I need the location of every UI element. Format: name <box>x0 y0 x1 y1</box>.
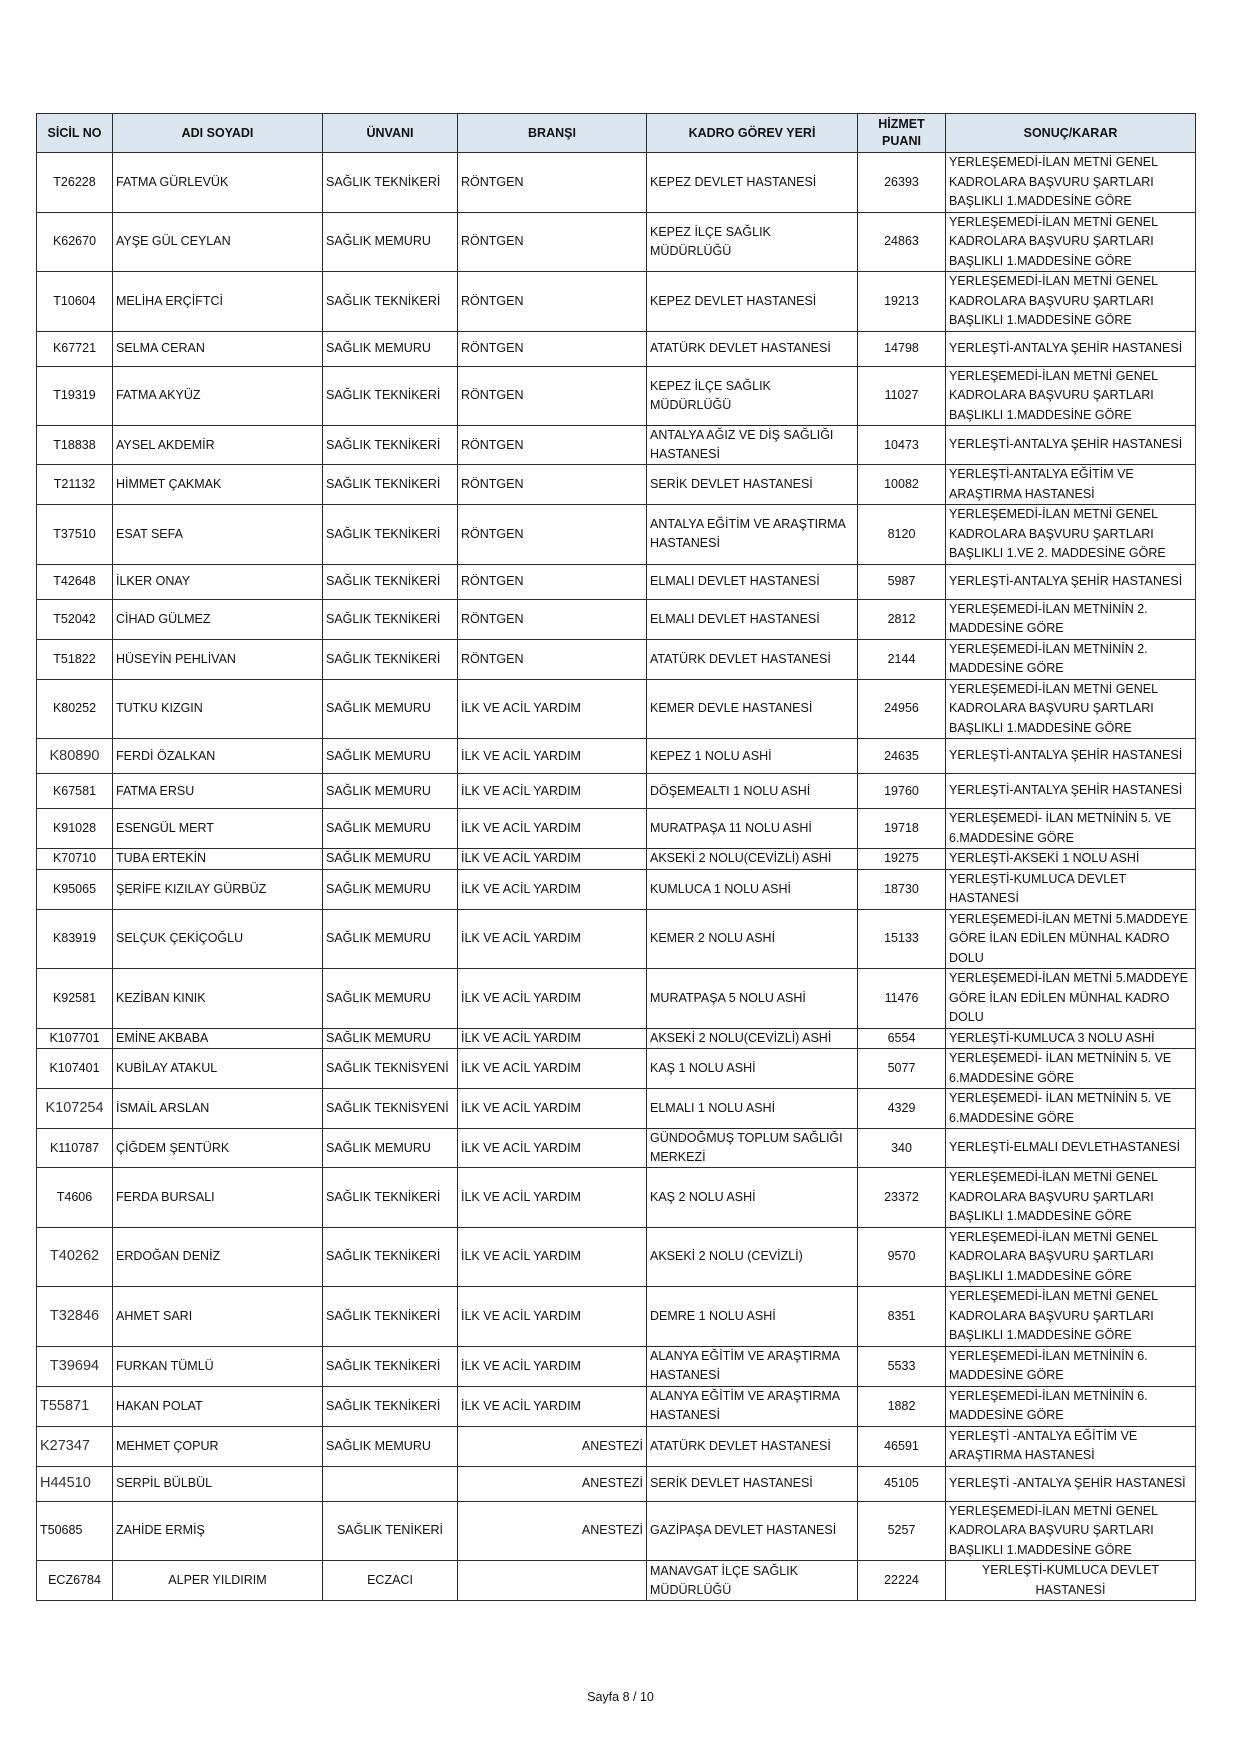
sicil-cell: K27347 <box>37 1426 113 1466</box>
name-cell: İLKER ONAY <box>113 564 323 599</box>
result-cell: YERLEŞEMEDİ-İLAN METNİNİN 6. MADDESİNE GÖRE <box>946 1386 1196 1426</box>
branch-cell: İLK VE ACİL YARDIM <box>458 739 647 774</box>
name-cell: ERDOĞAN DENİZ <box>113 1227 323 1287</box>
sicil-cell: K80890 <box>37 739 113 774</box>
result-cell: YERLEŞTİ-ELMALI DEVLETHASTANESİ <box>946 1129 1196 1168</box>
table-row <box>37 153 1196 213</box>
branch-cell: RÖNTGEN <box>458 366 647 426</box>
workplace-cell: AKSEKİ 2 NOLU (CEVİZLİ) <box>647 1227 858 1287</box>
service-score-cell: 5987 <box>858 564 946 599</box>
result-cell: YERLEŞEMEDİ-İLAN METNİ GENEL KADROLARA BAŞVURU ŞARTLARI BAŞLIKLI 1.MADDESİNE GÖRE <box>946 1287 1196 1347</box>
title-cell: SAĞLIK TEKNİKERİ <box>323 465 458 505</box>
result-cell: YERLEŞEMEDİ- İLAN METNİNİN 5. VE 6.MADDESİNE GÖRE <box>946 1049 1196 1089</box>
result-cell: YERLEŞEMEDİ-İLAN METNİ GENEL KADROLARA BAŞVURU ŞARTLARI BAŞLIKLI 1.MADDESİNE GÖRE <box>946 272 1196 332</box>
name-cell: FERDİ ÖZALKAN <box>113 739 323 774</box>
workplace-cell: ALANYA EĞİTİM VE ARAŞTIRMA HASTANESİ <box>647 1346 858 1386</box>
sicil-cell: T52042 <box>37 599 113 639</box>
sicil-cell: K70710 <box>37 849 113 870</box>
result-cell: YERLEŞTİ-AKSEKİ 1 NOLU ASHİ <box>946 849 1196 870</box>
sicil-cell: T32846 <box>37 1287 113 1347</box>
branch-cell: ANESTEZİ <box>458 1426 647 1466</box>
sicil-cell: T50685 <box>37 1501 113 1561</box>
service-score-cell: 5533 <box>858 1346 946 1386</box>
branch-cell: İLK VE ACİL YARDIM <box>458 774 647 809</box>
workplace-cell: MANAVGAT İLÇE SAĞLIK MÜDÜRLÜĞÜ <box>647 1561 858 1601</box>
service-score-cell: 2812 <box>858 599 946 639</box>
table-row <box>37 1466 1196 1501</box>
sicil-cell: T4606 <box>37 1168 113 1228</box>
title-cell: SAĞLIK MEMURU <box>323 331 458 366</box>
table-row <box>37 465 1196 505</box>
workplace-cell: ELMALI 1 NOLU ASHİ <box>647 1089 858 1129</box>
name-cell: ESAT SEFA <box>113 505 323 565</box>
title-cell: SAĞLIK TEKNİKERİ <box>323 639 458 679</box>
result-cell: YERLEŞTİ-ANTALYA ŞEHİR HASTANESİ <box>946 564 1196 599</box>
table-row <box>37 1089 1196 1129</box>
sicil-cell: T37510 <box>37 505 113 565</box>
title-cell: SAĞLIK TEKNİKERİ <box>323 1168 458 1228</box>
service-score-cell: 19760 <box>858 774 946 809</box>
table-row <box>37 1501 1196 1561</box>
result-cell: YERLEŞEMEDİ-İLAN METNİ GENEL KADROLARA BAŞVURU ŞARTLARI BAŞLIKLI 1.MADDESİNE GÖRE <box>946 1501 1196 1561</box>
workplace-cell: ATATÜRK DEVLET HASTANESİ <box>647 639 858 679</box>
result-cell: YERLEŞEMEDİ-İLAN METNİ GENEL KADROLARA BAŞVURU ŞARTLARI BAŞLIKLI 1.MADDESİNE GÖRE <box>946 153 1196 213</box>
workplace-cell: ELMALI DEVLET HASTANESİ <box>647 564 858 599</box>
service-score-cell: 24635 <box>858 739 946 774</box>
sicil-cell: K80252 <box>37 679 113 739</box>
header-sicil-no: SİCİL NO <box>37 114 113 153</box>
table-row <box>37 1386 1196 1426</box>
branch-cell: RÖNTGEN <box>458 153 647 213</box>
name-cell: MEHMET ÇOPUR <box>113 1426 323 1466</box>
name-cell: HÜSEYİN PEHLİVAN <box>113 639 323 679</box>
title-cell: SAĞLIK MEMURU <box>323 969 458 1029</box>
service-score-cell: 19718 <box>858 809 946 849</box>
table-row <box>37 564 1196 599</box>
workplace-cell: KUMLUCA 1 NOLU ASHİ <box>647 869 858 909</box>
workplace-cell: KAŞ 2 NOLU ASHİ <box>647 1168 858 1228</box>
branch-cell: ANESTEZİ <box>458 1501 647 1561</box>
title-cell: SAĞLIK TEKNİKERİ <box>323 1346 458 1386</box>
workplace-cell: ATATÜRK DEVLET HASTANESİ <box>647 1426 858 1466</box>
table-row <box>37 869 1196 909</box>
result-cell: YERLEŞEMEDİ-İLAN METNİ GENEL KADROLARA BAŞVURU ŞARTLARI BAŞLIKLI 1.MADDESİNE GÖRE <box>946 679 1196 739</box>
table-row <box>37 1227 1196 1287</box>
name-cell: HİMMET ÇAKMAK <box>113 465 323 505</box>
name-cell: KEZİBAN KINIK <box>113 969 323 1029</box>
table-row <box>37 639 1196 679</box>
branch-cell: İLK VE ACİL YARDIM <box>458 1227 647 1287</box>
branch-cell: ANESTEZİ <box>458 1466 647 1501</box>
service-score-cell: 24956 <box>858 679 946 739</box>
table-row <box>37 599 1196 639</box>
name-cell: AYŞE GÜL CEYLAN <box>113 212 323 272</box>
workplace-cell: KEPEZ 1 NOLU ASHİ <box>647 739 858 774</box>
name-cell: SELMA CERAN <box>113 331 323 366</box>
name-cell: EMİNE AKBABA <box>113 1028 323 1049</box>
result-cell: YERLEŞEMEDİ-İLAN METNİNİN 6. MADDESİNE GÖRE <box>946 1346 1196 1386</box>
workplace-cell: ANTALYA AĞIZ VE DİŞ SAĞLIĞI HASTANESİ <box>647 426 858 465</box>
name-cell: SELÇUK ÇEKİÇOĞLU <box>113 909 323 969</box>
workplace-cell: DEMRE 1 NOLU ASHİ <box>647 1287 858 1347</box>
table-body <box>37 153 1196 1601</box>
workplace-cell: GAZİPAŞA DEVLET HASTANESİ <box>647 1501 858 1561</box>
title-cell: SAĞLIK MEMURU <box>323 1426 458 1466</box>
service-score-cell: 18730 <box>858 869 946 909</box>
workplace-cell: ANTALYA EĞİTİM VE ARAŞTIRMA HASTANESİ <box>647 505 858 565</box>
result-cell: YERLEŞTİ-ANTALYA ŞEHİR HASTANESİ <box>946 774 1196 809</box>
table-row <box>37 1168 1196 1228</box>
page-number: Sayfa 8 / 10 <box>587 1690 654 1704</box>
name-cell: FURKAN TÜMLÜ <box>113 1346 323 1386</box>
sicil-cell: T19319 <box>37 366 113 426</box>
result-cell: YERLEŞEMEDİ-İLAN METNİNİN 2. MADDESİNE GÖRE <box>946 599 1196 639</box>
title-cell: SAĞLIK MEMURU <box>323 739 458 774</box>
sicil-cell: K107254 <box>37 1089 113 1129</box>
branch-cell: RÖNTGEN <box>458 564 647 599</box>
service-score-cell: 6554 <box>858 1028 946 1049</box>
title-cell: SAĞLIK MEMURU <box>323 809 458 849</box>
name-cell: ŞERİFE KIZILAY GÜRBÜZ <box>113 869 323 909</box>
service-score-cell: 23372 <box>858 1168 946 1228</box>
sicil-cell: T21132 <box>37 465 113 505</box>
branch-cell: İLK VE ACİL YARDIM <box>458 1028 647 1049</box>
header-unvani: ÜNVANI <box>323 114 458 153</box>
branch-cell: İLK VE ACİL YARDIM <box>458 1049 647 1089</box>
branch-cell: İLK VE ACİL YARDIM <box>458 1346 647 1386</box>
sicil-cell: T42648 <box>37 564 113 599</box>
title-cell: SAĞLIK MEMURU <box>323 774 458 809</box>
service-score-cell: 46591 <box>858 1426 946 1466</box>
result-cell: YERLEŞTİ -ANTALYA EĞİTİM VE ARAŞTIRMA HASTANESİ <box>946 1426 1196 1466</box>
table-row <box>37 1028 1196 1049</box>
name-cell: MELİHA ERÇİFTCİ <box>113 272 323 332</box>
table-row <box>37 809 1196 849</box>
workplace-cell: KEMER DEVLE HASTANESİ <box>647 679 858 739</box>
name-cell: ALPER YILDIRIM <box>113 1561 323 1601</box>
table-row <box>37 1561 1196 1601</box>
name-cell: FATMA AKYÜZ <box>113 366 323 426</box>
title-cell: SAĞLIK TEKNİKERİ <box>323 153 458 213</box>
result-cell: YERLEŞTİ-ANTALYA ŞEHİR HASTANESİ <box>946 426 1196 465</box>
table-row <box>37 849 1196 870</box>
table-row <box>37 1426 1196 1466</box>
result-cell: YERLEŞEMEDİ-İLAN METNİ GENEL KADROLARA BAŞVURU ŞARTLARI BAŞLIKLI 1.MADDESİNE GÖRE <box>946 366 1196 426</box>
sicil-cell: T26228 <box>37 153 113 213</box>
header-hizmet-puani: HİZMET PUANI <box>858 114 946 153</box>
table-row <box>37 272 1196 332</box>
branch-cell: RÖNTGEN <box>458 331 647 366</box>
table-row <box>37 212 1196 272</box>
service-score-cell: 15133 <box>858 909 946 969</box>
name-cell: HAKAN POLAT <box>113 1386 323 1426</box>
header-bransi: BRANŞI <box>458 114 647 153</box>
name-cell: İSMAİL ARSLAN <box>113 1089 323 1129</box>
sicil-cell: T10604 <box>37 272 113 332</box>
sicil-cell: K95065 <box>37 869 113 909</box>
header-adi-soyadi: ADI SOYADI <box>113 114 323 153</box>
branch-cell: RÖNTGEN <box>458 505 647 565</box>
result-cell: YERLEŞEMEDİ-İLAN METNİ GENEL KADROLARA BAŞVURU ŞARTLARI BAŞLIKLI 1.VE 2. MADDESİNE GÖRE <box>946 505 1196 565</box>
workplace-cell: DÖŞEMEALTI 1 NOLU ASHİ <box>647 774 858 809</box>
workplace-cell: KAŞ 1 NOLU ASHİ <box>647 1049 858 1089</box>
service-score-cell: 11476 <box>858 969 946 1029</box>
branch-cell: İLK VE ACİL YARDIM <box>458 969 647 1029</box>
title-cell: SAĞLIK TEKNİKERİ <box>323 599 458 639</box>
result-cell: YERLEŞEMEDİ- İLAN METNİNİN 5. VE 6.MADDESİNE GÖRE <box>946 809 1196 849</box>
workplace-cell: ALANYA EĞİTİM VE ARAŞTIRMA HASTANESİ <box>647 1386 858 1426</box>
workplace-cell: AKSEKİ 2 NOLU(CEVİZLİ) ASHİ <box>647 849 858 870</box>
service-score-cell: 19275 <box>858 849 946 870</box>
sicil-cell: T40262 <box>37 1227 113 1287</box>
table-row <box>37 1346 1196 1386</box>
result-cell: YERLEŞTİ-ANTALYA ŞEHİR HASTANESİ <box>946 739 1196 774</box>
table-row <box>37 426 1196 465</box>
workplace-cell: MURATPAŞA 11 NOLU ASHİ <box>647 809 858 849</box>
table-row <box>37 679 1196 739</box>
title-cell: SAĞLIK MEMURU <box>323 679 458 739</box>
branch-cell: RÖNTGEN <box>458 639 647 679</box>
table-row <box>37 366 1196 426</box>
workplace-cell: MURATPAŞA 5 NOLU ASHİ <box>647 969 858 1029</box>
title-cell: SAĞLIK TEKNİKERİ <box>323 564 458 599</box>
branch-cell: İLK VE ACİL YARDIM <box>458 1386 647 1426</box>
result-cell: YERLEŞTİ-ANTALYA ŞEHİR HASTANESİ <box>946 331 1196 366</box>
service-score-cell: 9570 <box>858 1227 946 1287</box>
title-cell: SAĞLIK TEKNİKERİ <box>323 1227 458 1287</box>
name-cell: KUBİLAY ATAKUL <box>113 1049 323 1089</box>
service-score-cell: 5257 <box>858 1501 946 1561</box>
result-cell: YERLEŞEMEDİ-İLAN METNİ GENEL KADROLARA BAŞVURU ŞARTLARI BAŞLIKLI 1.MADDESİNE GÖRE <box>946 212 1196 272</box>
result-cell: YERLEŞEMEDİ-İLAN METNİ 5.MADDEYE GÖRE İLAN EDİLEN MÜNHAL KADRO DOLU <box>946 909 1196 969</box>
workplace-cell: KEPEZ İLÇE SAĞLIK MÜDÜRLÜĞÜ <box>647 366 858 426</box>
table-row <box>37 909 1196 969</box>
service-score-cell: 4329 <box>858 1089 946 1129</box>
table-row <box>37 969 1196 1029</box>
branch-cell: İLK VE ACİL YARDIM <box>458 1129 647 1168</box>
branch-cell: RÖNTGEN <box>458 599 647 639</box>
workplace-cell: KEPEZ DEVLET HASTANESİ <box>647 272 858 332</box>
result-cell: YERLEŞEMEDİ-İLAN METNİ GENEL KADROLARA BAŞVURU ŞARTLARI BAŞLIKLI 1.MADDESİNE GÖRE <box>946 1168 1196 1228</box>
name-cell: ESENGÜL MERT <box>113 809 323 849</box>
branch-cell: İLK VE ACİL YARDIM <box>458 1287 647 1347</box>
title-cell: SAĞLIK TEKNİKERİ <box>323 426 458 465</box>
branch-cell: İLK VE ACİL YARDIM <box>458 849 647 870</box>
title-cell: SAĞLIK TEKNİKERİ <box>323 505 458 565</box>
title-cell: ECZACI <box>323 1561 458 1601</box>
title-cell: SAĞLIK MEMURU <box>323 212 458 272</box>
title-cell: SAĞLIK TEKNİSYENİ <box>323 1049 458 1089</box>
title-cell: SAĞLIK MEMURU <box>323 869 458 909</box>
results-table <box>36 113 1196 1601</box>
title-cell: SAĞLIK MEMURU <box>323 849 458 870</box>
title-cell: SAĞLIK MEMURU <box>323 1129 458 1168</box>
service-score-cell: 24863 <box>858 212 946 272</box>
service-score-cell: 10473 <box>858 426 946 465</box>
service-score-cell: 26393 <box>858 153 946 213</box>
title-cell: SAĞLIK MEMURU <box>323 909 458 969</box>
title-cell: SAĞLIK TENİKERİ <box>323 1501 458 1561</box>
title-cell: SAĞLIK TEKNİKERİ <box>323 1386 458 1426</box>
workplace-cell: KEMER 2 NOLU ASHİ <box>647 909 858 969</box>
title-cell: SAĞLIK TEKNİKERİ <box>323 272 458 332</box>
sicil-cell: H44510 <box>37 1466 113 1501</box>
workplace-cell: SERİK DEVLET HASTANESİ <box>647 465 858 505</box>
service-score-cell: 14798 <box>858 331 946 366</box>
branch-cell: İLK VE ACİL YARDIM <box>458 909 647 969</box>
service-score-cell: 2144 <box>858 639 946 679</box>
sicil-cell: K67581 <box>37 774 113 809</box>
sicil-cell: T39694 <box>37 1346 113 1386</box>
branch-cell: İLK VE ACİL YARDIM <box>458 679 647 739</box>
table-row <box>37 1049 1196 1089</box>
table-row <box>37 331 1196 366</box>
branch-cell: İLK VE ACİL YARDIM <box>458 1089 647 1129</box>
result-cell: YERLEŞEMEDİ-İLAN METNİ GENEL KADROLARA BAŞVURU ŞARTLARI BAŞLIKLI 1.MADDESİNE GÖRE <box>946 1227 1196 1287</box>
sicil-cell: K107401 <box>37 1049 113 1089</box>
service-score-cell: 5077 <box>858 1049 946 1089</box>
workplace-cell: GÜNDOĞMUŞ TOPLUM SAĞLIĞI MERKEZİ <box>647 1129 858 1168</box>
service-score-cell: 8351 <box>858 1287 946 1347</box>
table-row <box>37 1287 1196 1347</box>
table-row <box>37 739 1196 774</box>
sicil-cell: ECZ6784 <box>37 1561 113 1601</box>
branch-cell: İLK VE ACİL YARDIM <box>458 809 647 849</box>
title-cell <box>323 1466 458 1501</box>
sicil-cell: T18838 <box>37 426 113 465</box>
result-cell: YERLEŞTİ-ANTALYA EĞİTİM VE ARAŞTIRMA HASTANESİ <box>946 465 1196 505</box>
name-cell: ÇİĞDEM ŞENTÜRK <box>113 1129 323 1168</box>
header-kadro-gorev-yeri: KADRO GÖREV YERİ <box>647 114 858 153</box>
sicil-cell: K83919 <box>37 909 113 969</box>
workplace-cell: ATATÜRK DEVLET HASTANESİ <box>647 331 858 366</box>
result-cell: YERLEŞTİ-KUMLUCA DEVLET HASTANESİ <box>946 1561 1196 1601</box>
service-score-cell: 11027 <box>858 366 946 426</box>
result-cell: YERLEŞEMEDİ- İLAN METNİNİN 5. VE 6.MADDESİNE GÖRE <box>946 1089 1196 1129</box>
service-score-cell: 10082 <box>858 465 946 505</box>
service-score-cell: 340 <box>858 1129 946 1168</box>
name-cell: FATMA ERSU <box>113 774 323 809</box>
service-score-cell: 19213 <box>858 272 946 332</box>
name-cell: FATMA GÜRLEVÜK <box>113 153 323 213</box>
name-cell: SERPİL BÜLBÜL <box>113 1466 323 1501</box>
name-cell: AHMET SARI <box>113 1287 323 1347</box>
branch-cell: RÖNTGEN <box>458 272 647 332</box>
service-score-cell: 8120 <box>858 505 946 565</box>
name-cell: TUTKU KIZGIN <box>113 679 323 739</box>
title-cell: SAĞLIK MEMURU <box>323 1028 458 1049</box>
branch-cell: RÖNTGEN <box>458 426 647 465</box>
branch-cell: RÖNTGEN <box>458 465 647 505</box>
sicil-cell: T55871 <box>37 1386 113 1426</box>
workplace-cell: AKSEKİ 2 NOLU(CEVİZLİ) ASHİ <box>647 1028 858 1049</box>
sicil-cell: K92581 <box>37 969 113 1029</box>
service-score-cell: 22224 <box>858 1561 946 1601</box>
branch-cell <box>458 1561 647 1601</box>
service-score-cell: 45105 <box>858 1466 946 1501</box>
branch-cell: RÖNTGEN <box>458 212 647 272</box>
title-cell: SAĞLIK TEKNİKERİ <box>323 366 458 426</box>
result-cell: YERLEŞEMEDİ-İLAN METNİ 5.MADDEYE GÖRE İLAN EDİLEN MÜNHAL KADRO DOLU <box>946 969 1196 1029</box>
result-cell: YERLEŞEMEDİ-İLAN METNİNİN 2. MADDESİNE GÖRE <box>946 639 1196 679</box>
header-sonuc-karar: SONUÇ/KARAR <box>946 114 1196 153</box>
sicil-cell: K67721 <box>37 331 113 366</box>
title-cell: SAĞLIK TEKNİSYENİ <box>323 1089 458 1129</box>
sicil-cell: K91028 <box>37 809 113 849</box>
sicil-cell: T51822 <box>37 639 113 679</box>
result-cell: YERLEŞTİ -ANTALYA ŞEHİR HASTANESİ <box>946 1466 1196 1501</box>
sicil-cell: K110787 <box>37 1129 113 1168</box>
branch-cell: İLK VE ACİL YARDIM <box>458 1168 647 1228</box>
service-score-cell: 1882 <box>858 1386 946 1426</box>
title-cell: SAĞLIK TEKNİKERİ <box>323 1287 458 1347</box>
workplace-cell: KEPEZ İLÇE SAĞLIK MÜDÜRLÜĞÜ <box>647 212 858 272</box>
result-cell: YERLEŞTİ-KUMLUCA 3 NOLU ASHİ <box>946 1028 1196 1049</box>
workplace-cell: SERİK DEVLET HASTANESİ <box>647 1466 858 1501</box>
branch-cell: İLK VE ACİL YARDIM <box>458 869 647 909</box>
sicil-cell: K62670 <box>37 212 113 272</box>
workplace-cell: ELMALI DEVLET HASTANESİ <box>647 599 858 639</box>
name-cell: CİHAD GÜLMEZ <box>113 599 323 639</box>
table-row <box>37 774 1196 809</box>
table-row <box>37 505 1196 565</box>
name-cell: FERDA BURSALI <box>113 1168 323 1228</box>
table-row <box>37 1129 1196 1168</box>
name-cell: TUBA ERTEKİN <box>113 849 323 870</box>
result-cell: YERLEŞTİ-KUMLUCA DEVLET HASTANESİ <box>946 869 1196 909</box>
table-header-row <box>37 114 1196 153</box>
workplace-cell: KEPEZ DEVLET HASTANESİ <box>647 153 858 213</box>
sicil-cell: K107701 <box>37 1028 113 1049</box>
name-cell: AYSEL AKDEMİR <box>113 426 323 465</box>
name-cell: ZAHİDE ERMİŞ <box>113 1501 323 1561</box>
